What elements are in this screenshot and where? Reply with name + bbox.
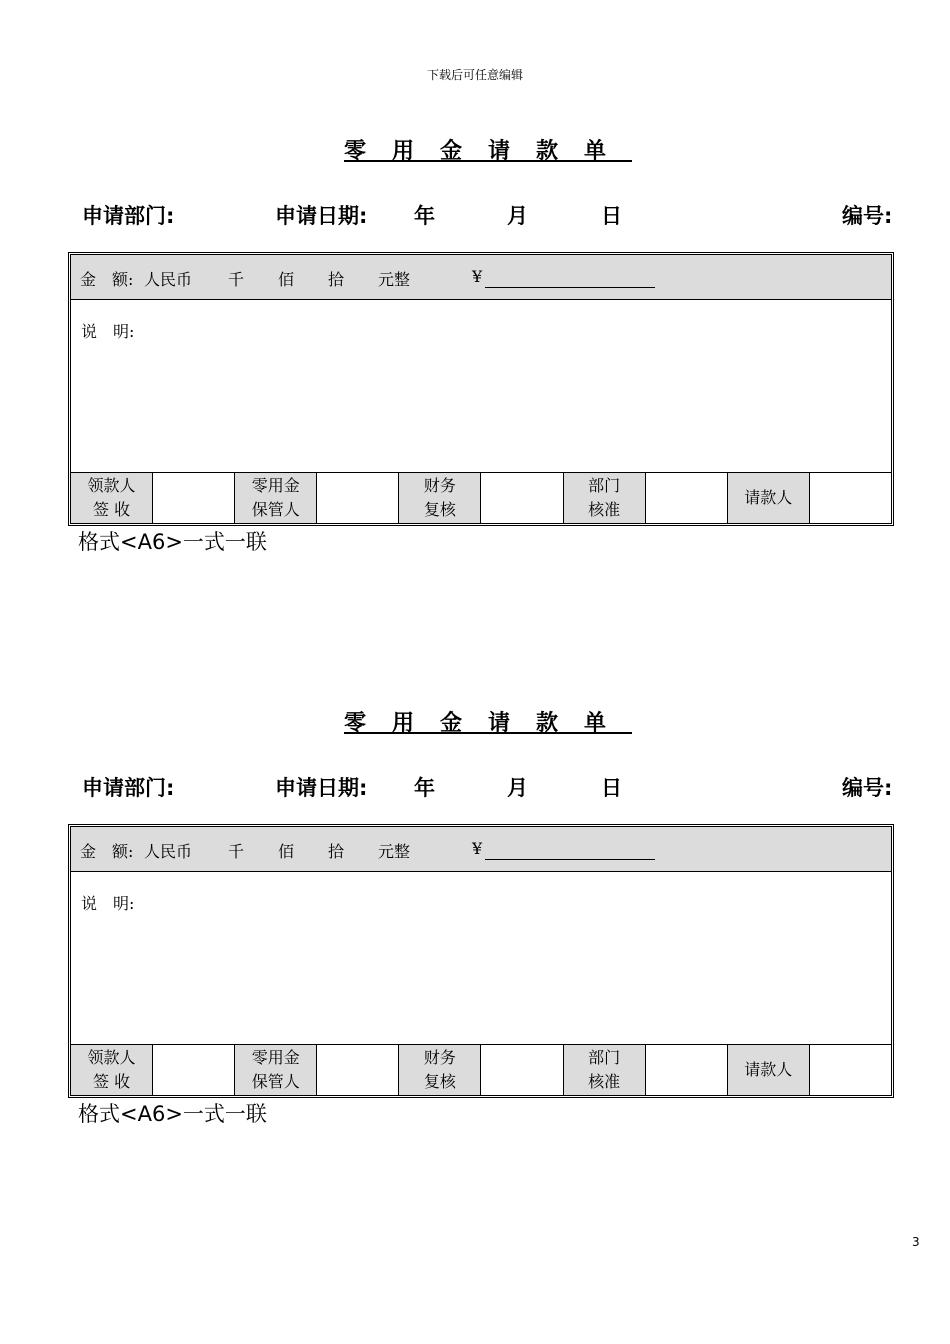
finance-review-label: 财务 复核 (399, 473, 481, 523)
department-label: 申请部门: (82, 204, 175, 228)
finance-review-field[interactable] (481, 1045, 563, 1095)
yen-symbol: ¥ (472, 267, 483, 286)
department-approval-field[interactable] (646, 1045, 728, 1095)
applicant-label: 请款人 (728, 1045, 810, 1095)
department-label: 申请部门: (82, 776, 175, 800)
form-title: 零用金请款单 (343, 711, 632, 736)
currency-label: 人民币 (144, 270, 193, 289)
page-number: 3 (912, 1235, 920, 1249)
amount-input-line[interactable] (485, 841, 655, 860)
unit-thousand: 千 (228, 842, 245, 861)
unit-hundred: 佰 (278, 270, 295, 289)
recipient-sign-label: 领款人 签 收 (71, 1045, 153, 1095)
recipient-sign-label: 领款人 签 收 (71, 473, 153, 523)
custodian-field[interactable] (317, 1045, 399, 1095)
signature-row (71, 473, 891, 523)
department-approval-label: 部门 核准 (564, 1045, 646, 1095)
year-label: 年 (414, 776, 435, 800)
unit-ten: 拾 (328, 270, 345, 289)
unit-ten: 拾 (328, 842, 345, 861)
month-label: 月 (507, 204, 528, 228)
top-note: 下载后可任意编辑 (426, 68, 523, 82)
unit-yuan: 元整 (378, 270, 411, 289)
description-label: 说 明: (81, 894, 135, 913)
custodian-label: 零用金 保管人 (235, 1045, 317, 1095)
format-note: 格式<A6>一式一联 (78, 530, 267, 554)
format-note: 格式<A6>一式一联 (78, 1102, 267, 1126)
amount-row (71, 255, 891, 300)
number-label: 编号: (842, 204, 893, 228)
signature-row (71, 1045, 891, 1095)
form-header (0, 772, 950, 802)
recipient-sign-field[interactable] (153, 1045, 235, 1095)
department-approval-field[interactable] (646, 473, 728, 523)
day-label: 日 (601, 776, 622, 800)
unit-hundred: 佰 (278, 842, 295, 861)
day-label: 日 (601, 204, 622, 228)
applicant-field[interactable] (810, 473, 891, 523)
form-header (0, 200, 950, 230)
custodian-field[interactable] (317, 473, 399, 523)
yen-symbol: ¥ (472, 839, 483, 858)
amount-row (71, 827, 891, 872)
date-label: 申请日期: (275, 776, 368, 800)
finance-review-label: 财务 复核 (399, 1045, 481, 1095)
amount-input-line[interactable] (485, 269, 655, 288)
amount-label: 金 额: (80, 842, 134, 861)
amount-label: 金 额: (80, 270, 134, 289)
number-label: 编号: (842, 776, 893, 800)
form-table (68, 252, 894, 526)
description-label: 说 明: (81, 322, 135, 341)
applicant-field[interactable] (810, 1045, 891, 1095)
month-label: 月 (507, 776, 528, 800)
date-label: 申请日期: (275, 204, 368, 228)
finance-review-field[interactable] (481, 473, 563, 523)
form-title: 零用金请款单 (343, 139, 632, 164)
petty-cash-form-1 (0, 134, 950, 554)
applicant-label: 请款人 (728, 473, 810, 523)
description-area[interactable] (71, 300, 891, 473)
description-area[interactable] (71, 872, 891, 1045)
department-approval-label: 部门 核准 (564, 473, 646, 523)
unit-thousand: 千 (228, 270, 245, 289)
form-table (68, 824, 894, 1098)
currency-label: 人民币 (144, 842, 193, 861)
custodian-label: 零用金 保管人 (235, 473, 317, 523)
petty-cash-form-2 (0, 706, 950, 1126)
recipient-sign-field[interactable] (153, 473, 235, 523)
year-label: 年 (414, 204, 435, 228)
unit-yuan: 元整 (378, 842, 411, 861)
